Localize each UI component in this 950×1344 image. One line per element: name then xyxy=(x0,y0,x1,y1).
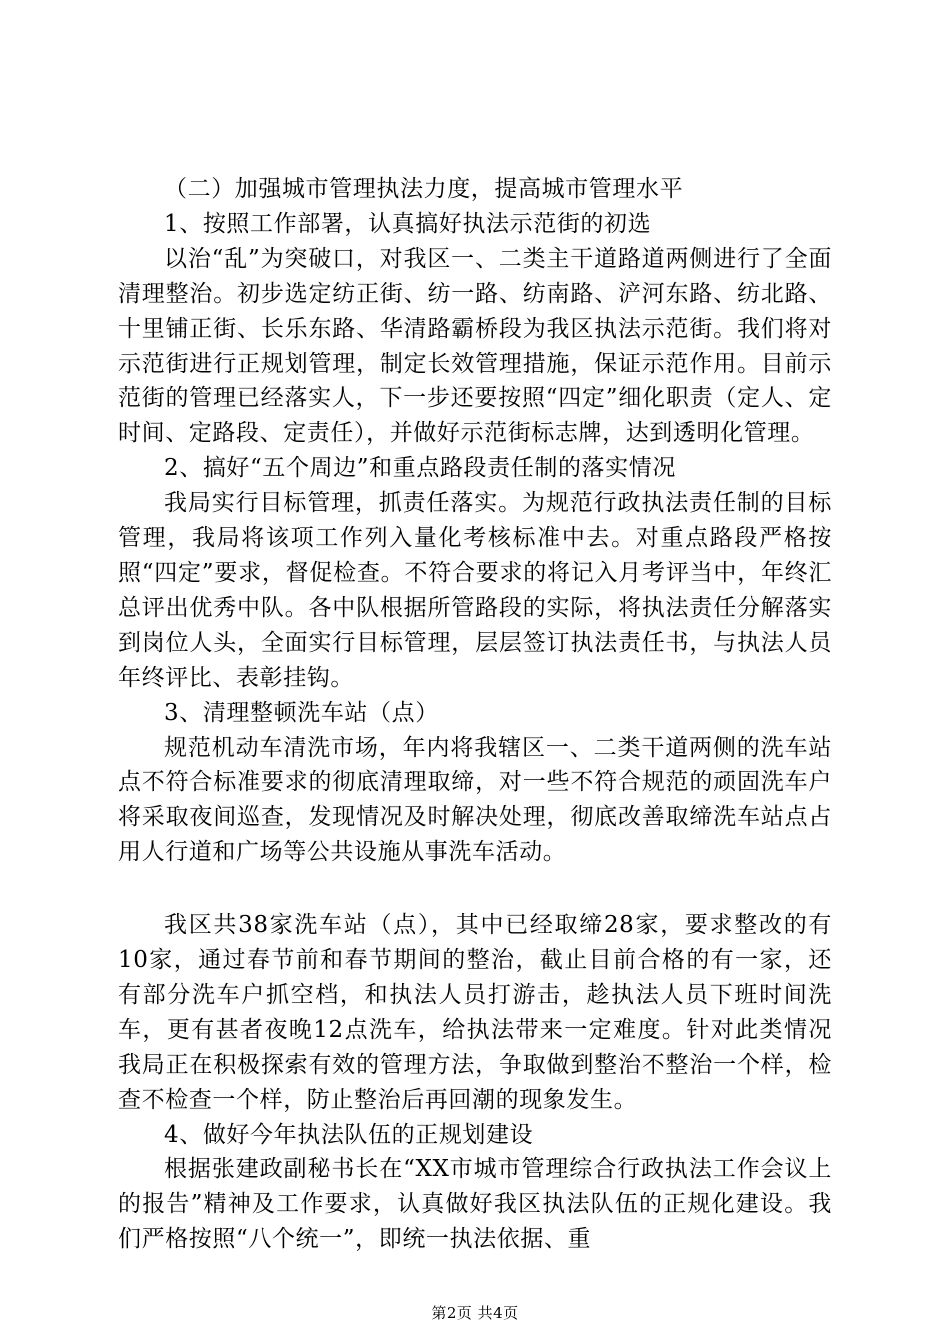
body-paragraph-3: 规范机动车清洗市场，年内将我辖区一、二类干道两侧的洗车站点不符合标准要求的彻底清理取缔，对一些不符合规范的顽固洗车户将采取夜间巡查，发现情况及时解决处理，彻底改善取缔洗车站点占用人行道和广场等公共设施从事洗车活动。 xyxy=(118,734,832,866)
document-body xyxy=(118,172,832,1257)
subsection-heading-3: 3、清理整顿洗车站（点） xyxy=(164,699,439,726)
body-paragraph-2: 我局实行目标管理，抓责任落实。为规范行政执法责任制的目标管理，我局将该项工作列入量化考核标准中去。对重点路段严格按照“四定”要求，督促检查。不符合要求的将记入月考评当中，年终汇总评出优秀中队。各中队根据所管路段的实际，将执法责任分解落实到岗位人头，全面实行目标管理，层层签订执法责任书，与执法人员年终评比、表彰挂钩。 xyxy=(118,490,832,691)
page-footer: 第2页 共4页 xyxy=(431,1304,519,1322)
paragraph-gap xyxy=(118,870,832,908)
body-paragraph-5: 根据张建政副秘书长在“XX市城市管理综合行政执法工作会议上的报告”精神及工作要求，认真做好我区执法队伍的正规化建设。我们严格按照“八个统一”，即统一执法依据、重 xyxy=(118,1156,832,1253)
subsection-heading-1: 1、按照工作部署，认真搞好执法示范街的初选 xyxy=(164,210,652,237)
subsection-heading-2: 2、搞好“五个周边”和重点路段责任制的落实情况 xyxy=(164,455,676,482)
section-heading: （二）加强城市管理执法力度，提高城市管理水平 xyxy=(164,176,684,202)
body-paragraph-1: 以治“乱”为突破口，对我区一、二类主干道路道两侧进行了全面清理整治。初步选定纺正街、纺一路、纺南路、浐河东路、纺北路、十里铺正街、长乐东路、华清路霸桥段为我区执法示范街。我们将对示范街进行正规划管理，制定长效管理措施，保证示范作用。目前示范街的管理已经落实人，下一步还要按照“四定”细化职责（定人、定时间、定路段、定责任），并做好示范街标志牌，达到透明化管理。 xyxy=(118,245,832,447)
subsection-heading-4: 4、做好今年执法队伍的正规划建设 xyxy=(164,1121,534,1148)
body-paragraph-4: 我区共38家洗车站（点），其中已经取缔28家，要求整改的有10家，通过春节前和春节期间的整治，截止目前合格的有一家，还有部分洗车户抓空档，和执法人员打游击，趁执法人员下班时间洗车，更有甚者夜晚12点洗车，给执法带来一定难度。针对此类情况我局正在积极探索有效的管理方法，争取做到整治不整治一个样，检查不检查一个样，防止整治后再回潮的现象发生。 xyxy=(118,912,832,1113)
